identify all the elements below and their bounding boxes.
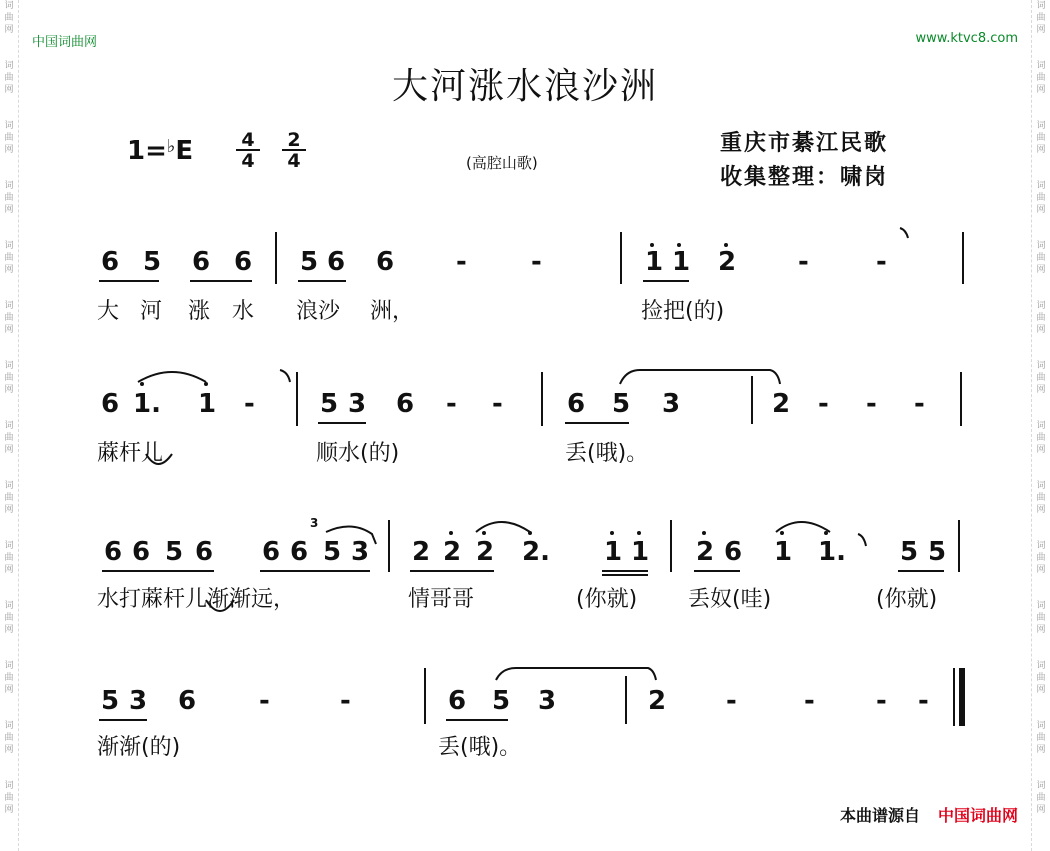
- score-note: 6: [724, 537, 743, 567]
- score-note: 3: [351, 537, 370, 567]
- score-note: 5: [612, 389, 631, 419]
- score-note: 6: [234, 247, 253, 277]
- slur: [776, 522, 830, 532]
- watermark-text: 词曲网: [1036, 121, 1046, 155]
- lyric-text: 渐渐(的): [97, 735, 181, 760]
- lyric-text: 顺水(的): [316, 441, 400, 466]
- watermark-text: 词曲网: [1036, 361, 1046, 395]
- slur: [476, 522, 530, 532]
- style-note: (高腔山歌): [466, 154, 538, 172]
- watermark-text: 词曲网: [1036, 661, 1046, 695]
- score-note: 2: [772, 389, 791, 419]
- grace-note: 3: [310, 516, 319, 530]
- lyric-text: 丢奴(哇): [688, 587, 772, 612]
- flat-symbol: ♭: [166, 136, 176, 157]
- score-note: 5: [143, 247, 162, 277]
- score-note: 1: [672, 247, 691, 277]
- score-note: 5: [300, 247, 319, 277]
- watermark-text: 词曲网: [1036, 781, 1046, 815]
- watermark-text: 词曲网: [1036, 1, 1046, 35]
- lyric-text: 蔴杆儿: [97, 441, 164, 466]
- slur: [146, 454, 172, 464]
- slur: [620, 370, 780, 384]
- score-note: -: [492, 389, 503, 419]
- score-note: -: [244, 389, 255, 419]
- lyric-text: 河: [140, 299, 163, 324]
- score-note: 6: [132, 537, 151, 567]
- watermark-text: 词曲网: [4, 481, 14, 515]
- score-note: 6: [101, 389, 120, 419]
- score-note: 5: [320, 389, 339, 419]
- score-note: -: [876, 686, 887, 716]
- score-note: 2: [412, 537, 431, 567]
- score-note: 6: [178, 686, 197, 716]
- watermark-text: 词曲网: [4, 721, 14, 755]
- score-note: 1: [645, 247, 664, 277]
- source-footer: [840, 803, 1018, 826]
- score-note: -: [804, 686, 815, 716]
- score-note: 1: [604, 537, 623, 567]
- slur: [206, 600, 234, 611]
- lyric-text: 洲，: [370, 299, 415, 324]
- origin-credit: 重庆市綦江民歌: [720, 131, 889, 156]
- lyric-text: 浪沙: [296, 299, 341, 324]
- score-note: -: [818, 389, 829, 419]
- song-title: 大河涨水浪沙洲: [391, 66, 658, 107]
- score-note: 6: [448, 686, 467, 716]
- lyric-text: 丢(哦)。: [438, 735, 522, 760]
- score-note: 6: [104, 537, 123, 567]
- score-note: -: [866, 389, 877, 419]
- watermark-text: 词曲网: [4, 301, 14, 335]
- source-label: 本曲谱源自: [839, 806, 920, 825]
- score-note: 2: [718, 247, 737, 277]
- score-note: 6: [290, 537, 309, 567]
- watermark-text: 词曲网: [1036, 601, 1046, 635]
- watermark-text: 词曲网: [4, 1, 14, 35]
- score-note: 5: [900, 537, 919, 567]
- score-note: 5: [165, 537, 184, 567]
- score-note: 3: [538, 686, 557, 716]
- arranger-credit: 收集整理：啸岗: [720, 165, 889, 190]
- watermark-text: 词曲网: [1036, 241, 1046, 275]
- watermark-text: 词曲网: [4, 601, 14, 635]
- score-note: -: [446, 389, 457, 419]
- watermark-text: 词曲网: [4, 781, 14, 815]
- score-note: 1.: [133, 389, 161, 419]
- watermark-text: 词曲网: [1036, 421, 1046, 455]
- score-note: 5: [101, 686, 120, 716]
- score-note: 6: [192, 247, 211, 277]
- slur: [326, 526, 376, 544]
- breath-mark: [900, 228, 908, 238]
- key-note: E: [175, 136, 194, 166]
- lyric-text: (你就): [576, 587, 638, 612]
- score-note: 1.: [818, 537, 846, 567]
- score-note: 2: [648, 686, 667, 716]
- score-note: 6: [376, 247, 395, 277]
- watermark-text: 词曲网: [1036, 721, 1046, 755]
- score-note: 2: [696, 537, 715, 567]
- site-name-link[interactable]: 中国词曲网: [32, 35, 98, 50]
- lyric-text: 大: [97, 299, 120, 324]
- score-note: 2: [476, 537, 495, 567]
- score-note: 1: [631, 537, 650, 567]
- lyric-text: 水: [232, 299, 255, 324]
- watermark-text: 词曲网: [4, 241, 14, 275]
- score-note: -: [531, 247, 542, 277]
- footer-brand-link[interactable]: 中国词曲网: [937, 806, 1018, 825]
- watermark-text: 词曲网: [4, 361, 14, 395]
- breath-mark: [858, 534, 866, 546]
- time-sig-denominator: 4: [287, 150, 301, 172]
- watermark-text: 词曲网: [4, 181, 14, 215]
- watermark-text: 词曲网: [4, 421, 14, 455]
- watermark-text: 词曲网: [4, 61, 14, 95]
- score-note: 3: [348, 389, 367, 419]
- watermark-text: 词曲网: [1036, 61, 1046, 95]
- time-sig-denominator: 4: [241, 150, 255, 172]
- score-note: 1: [774, 537, 793, 567]
- watermark-text: 词曲网: [4, 661, 14, 695]
- key-prefix: 1=: [127, 136, 167, 166]
- time-sig-numerator: 2: [282, 131, 306, 151]
- score-note: -: [914, 389, 925, 419]
- score-note: -: [456, 247, 467, 277]
- slur: [496, 668, 656, 680]
- score-note: -: [798, 247, 809, 277]
- score-note: -: [340, 686, 351, 716]
- score-note: 1: [198, 389, 217, 419]
- slur: [138, 372, 206, 382]
- score-note: 3: [662, 389, 681, 419]
- watermark-text: 词曲网: [1036, 181, 1046, 215]
- watermark-text: 词曲网: [1036, 541, 1046, 575]
- watermark-text: 词曲网: [1036, 481, 1046, 515]
- breath-mark: [280, 370, 290, 382]
- watermark-text: 词曲网: [4, 121, 14, 155]
- score-note: 6: [262, 537, 281, 567]
- lyric-text: (你就): [876, 587, 938, 612]
- score-note: 3: [129, 686, 148, 716]
- score-note: 6: [327, 247, 346, 277]
- site-url-link[interactable]: www.ktvc8.com: [915, 31, 1018, 46]
- score-note: 2.: [522, 537, 550, 567]
- score-note: -: [259, 686, 270, 716]
- score-note: 6: [195, 537, 214, 567]
- score-note: 5: [928, 537, 947, 567]
- score-note: 5: [323, 537, 342, 567]
- score-note: 6: [567, 389, 586, 419]
- time-sig-numerator: 4: [236, 131, 260, 151]
- score-note: 6: [396, 389, 415, 419]
- lyric-text: 情哥哥: [408, 587, 475, 612]
- score-note: 6: [101, 247, 120, 277]
- score-note: -: [726, 686, 737, 716]
- score-note: 2: [443, 537, 462, 567]
- lyric-text: 水打蔴杆儿渐渐远，: [97, 587, 296, 612]
- lyric-text: 丢(哦)。: [565, 441, 649, 466]
- score-note: -: [876, 247, 887, 277]
- score-note: 5: [492, 686, 511, 716]
- watermark-text: 词曲网: [1036, 301, 1046, 335]
- lyric-text: 捡把(的): [641, 299, 725, 324]
- lyric-text: 涨: [188, 299, 211, 324]
- watermark-text: 词曲网: [4, 541, 14, 575]
- score-note: -: [918, 686, 929, 716]
